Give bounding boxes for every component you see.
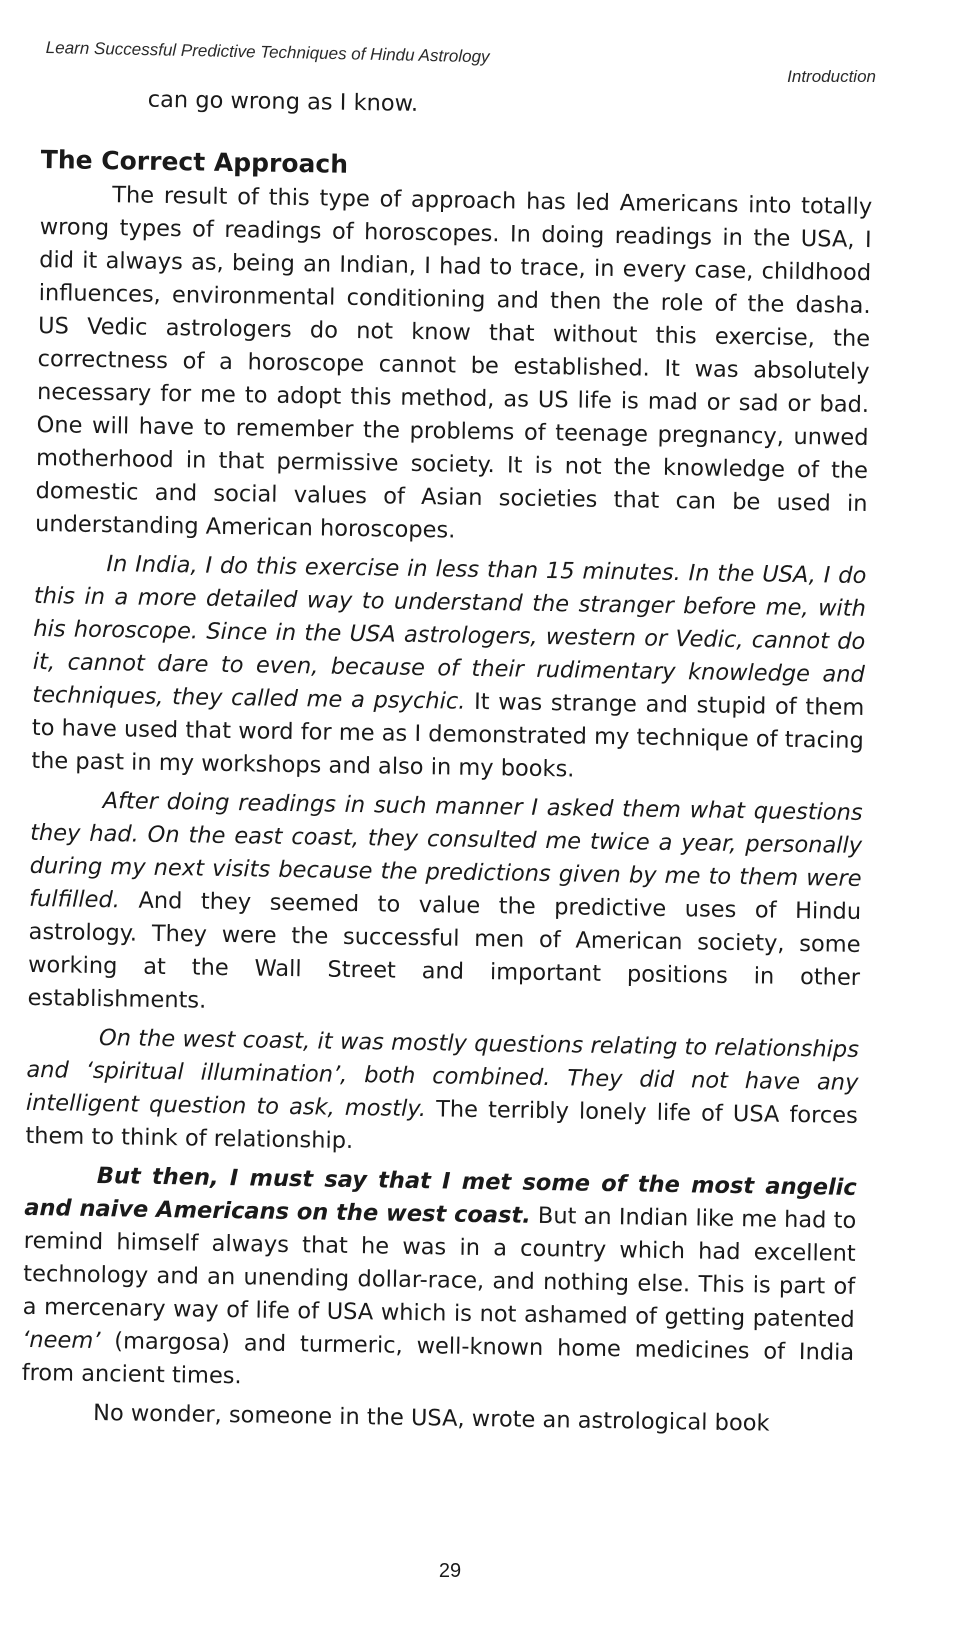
paragraph-4-italic: On the west coast, it was mostly questions relating to relationships and ‘spiritual illumination’, both combined. They did not have any intelligent question to ask, mostly.: [25, 1025, 860, 1123]
paragraph-5-italic-word: ‘neem’: [22, 1326, 101, 1355]
paragraph-6: No wonder, someone in the USA, wrote an astrological book: [92, 1399, 770, 1437]
paragraph-4: [25, 1021, 859, 1166]
running-header-chapter: Introduction: [787, 67, 876, 86]
paragraph-5-regular-b: (margosa) and turmeric, well-known home medicines of India from ancient times.: [21, 1328, 855, 1390]
page-body: [21, 82, 874, 1448]
paragraph-3-italic: After doing readings in such manner I asked them what questions they had. On the east coast, they consulted me twice a year, personally during my next visits because the predictions given by me to them were fulfilled.: [28, 788, 863, 914]
paragraph-3: [27, 784, 863, 1028]
paragraph-5-regular-a: But an Indian like me had to remind himself always that he was in a country which had excellent technology and an unending dollar-race, and nothing else. This is part of a mercenary way of life of USA which is not ashamed of getting patented: [22, 1202, 857, 1333]
continuation-line: can go wrong as I know.: [147, 86, 419, 117]
paragraph-3-regular: And they seemed to value the predictive uses of Hindu astrology. They were the successful men of American society, some working at the Wall Street and important positions in other establishments.: [27, 887, 862, 1014]
paragraph-2-regular: It was strange and stupid of them to have used that word for me as I demonstrated my technique of tracing the past in my workshops and also in my books.: [31, 688, 865, 783]
section-heading: The Correct Approach: [40, 144, 349, 179]
paragraph-2: [31, 547, 867, 791]
paragraph-2-italic: In India, I do this exercise in less than 15 minutes. In the USA, I do this in a more detailed way to understand the stranger before me, with his horoscope. Since in the USA astrologers, western or Vedic, cannot do it, cannot dare to even, because of their rudimentary knowledge and techniques, they called me a psychic.: [32, 551, 867, 715]
page-number: 29: [438, 1560, 462, 1582]
paragraph-5: [21, 1159, 857, 1403]
paragraph-4-regular: The terribly lonely life of USA forces them to think of relationship.: [25, 1096, 859, 1155]
paragraph-5-bold-italic: But then, I must say that I met some of the most angelic and naive Americans on the west coast.: [24, 1162, 857, 1229]
paragraph-1: The result of this type of approach has led Americans into totally wrong types of readings of horoscopes. In doing readings in the USA, I did it always as, being an Indian, I had to trace, in every case, childhood influences, environmental conditioning and then the role of the dasha. US Vedic astrologers do not know that without this exercise, the correctness of a horoscope cannot be established. It was absolutely necessary for me to adopt this method, as US life is mad or sad or bad. One will have to remember the problems of teenage pregnancy, unwed motherhood in that permissive society. It is not the knowledge of the domestic and social values of Asian societies that can be used in understanding American horoscopes.: [34, 182, 873, 544]
running-header-book-title: Learn Successful Predictive Techniques of Hindu Astrology: [45, 38, 490, 67]
